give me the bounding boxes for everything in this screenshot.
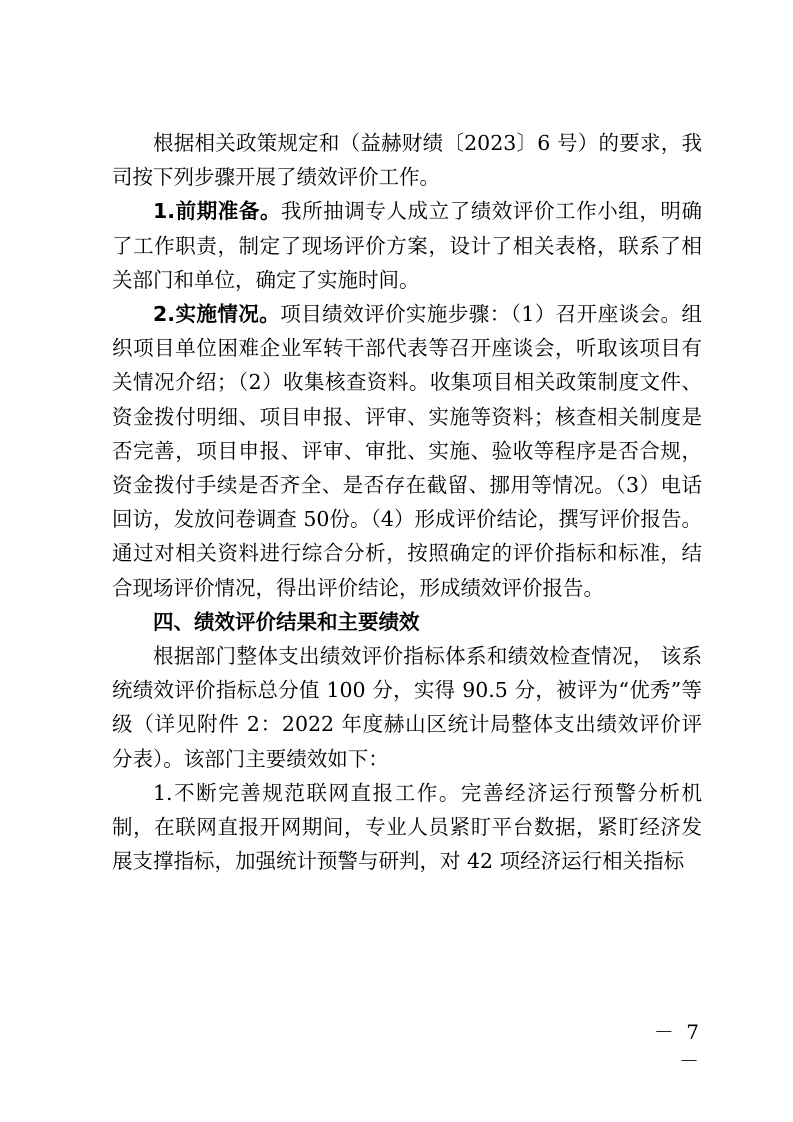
paragraph-implementation [112, 297, 702, 605]
paragraph-evaluation-basis [112, 126, 702, 194]
paragraph-text: 1.不断完善规范联网直报工作。完善经济运行预警分析机制，在联网直报开网期间，专业人员紧盯平台数据，紧盯经济发展支撑指标，加强统计预警与研判，对 42 项经济运行相关指标 [112, 780, 702, 874]
paragraph-lead: 1.前期准备。 [153, 199, 282, 224]
body-text [112, 126, 702, 878]
paragraph-text: 项目绩效评价实施步骤：（1）召开座谈会。组织项目单位困难企业军转干部代表等召开座谈会，听取该项目有关情况介绍；（2）收集核查资料。收集项目相关政策制度文件、资金拨付明细、项目申报、评审、实施等资料；核查相关制度是否完善，项目申报、评审、审批、实施、验收等程序是否合规，资金拨付手续是否齐全、是否存在截留、挪用等情况。（3）电话回访，发放问卷调查 50份。（4）形成评价结论，撰写评价报告。通过对相关资料进行综合分析，按照确定的评价指标和标准，结合现场评价情况，得出评价结论，形成绩效评价报告。 [112, 302, 702, 600]
paragraph-evaluation-result [112, 639, 702, 776]
page-number: － 7 － [653, 1020, 702, 1073]
paragraph-lead: 2.实施情况。 [153, 302, 281, 327]
paragraph-text: 根据部门整体支出绩效评价指标体系和绩效检查情况， 该系统绩效评价指标总分值 100 分，实得 90.5 分，被评为“优秀”等级（详见附件 2：2022 年度赫山区统计局整体支出绩效评价评分表）。该部门主要绩效如下： [112, 644, 702, 771]
paragraph-text: 我所抽调专人成立了绩效评价工作小组，明确了工作职责，制定了现场评价方案，设计了相关表格，联系了相关部门和单位，确定了实施时间。 [112, 199, 703, 292]
paragraph-preparation [112, 194, 702, 297]
paragraph-performance-1 [112, 776, 702, 879]
paragraph-text: 根据相关政策规定和（益赫财绩〔2023〕6 号）的要求，我司按下列步骤开展了绩效评价工作。 [112, 131, 702, 190]
section-heading: 四、绩效评价结果和主要绩效 [153, 609, 420, 634]
